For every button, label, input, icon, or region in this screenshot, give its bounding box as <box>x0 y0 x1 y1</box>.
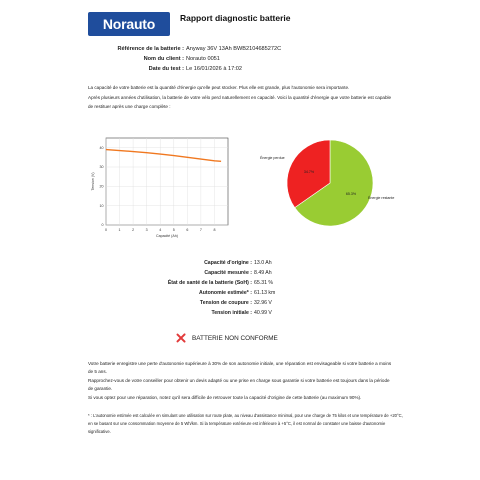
reference-label: Référence de la batterie : <box>117 46 184 52</box>
x-tick-label: 3 <box>145 228 148 232</box>
x-tick-label: 7 <box>199 228 202 232</box>
spec-label: Autonomie estimée* : <box>198 290 252 296</box>
conclusion-paragraph: Si vous optez pour une réparation, notez qu'il sera difficile de retrouver toute la capacité d'origine de cette batterie (au maximum 90%). <box>88 394 362 400</box>
spec-value: 40.99 V <box>254 310 272 316</box>
battery-specs <box>120 258 275 318</box>
spec-row <box>120 268 275 278</box>
report-title: Rapport diagnostic batterie <box>180 13 291 23</box>
date-value: Le 16/01/2026 à 17:02 <box>186 66 242 72</box>
client-value: Norauto 0051 <box>186 56 220 62</box>
date-label: Date du test : <box>148 66 184 72</box>
pie-value-label: 65.3% <box>345 191 357 196</box>
x-axis-label: Capacité (Ah) <box>156 234 178 238</box>
y-tick-label: 20 <box>99 184 104 189</box>
spec-row <box>120 308 275 318</box>
x-tick-label: 6 <box>186 228 189 232</box>
reference-value: Anyway 36V 13Ah BWB2104685272C <box>186 46 282 52</box>
spec-label: Tension initiale : <box>211 310 252 316</box>
spec-row <box>120 288 275 298</box>
spec-row <box>120 278 275 288</box>
client-label: Nom du client : <box>143 56 184 62</box>
pie-value-label: 34.7% <box>303 170 315 175</box>
battery-meta <box>88 44 281 74</box>
spec-value: 61.13 km <box>254 290 276 296</box>
norauto-logo <box>88 12 170 36</box>
spec-label: Capacité mesurée : <box>204 270 252 276</box>
intro-paragraph: Après plusieurs années d'utilisation, la batterie de votre vélo perd naturellement en capacité. Voici la quantité d'énergie que votre batterie est capable de restituer après une charge complète : <box>88 95 392 109</box>
pie-slice-label: Énergie restante <box>368 196 395 200</box>
y-tick-label: 40 <box>99 145 104 150</box>
meta-reference-row <box>88 44 281 54</box>
y-tick-label: 0 <box>101 223 104 228</box>
verdict-banner <box>176 333 278 343</box>
y-tick-label: 10 <box>99 203 104 208</box>
spec-value: 13.0 Ah <box>254 260 272 266</box>
discharge-line-chart <box>88 130 236 240</box>
intro-paragraph: La capacité de votre batterie est la quantité d'énergie qu'elle peut stocker. Plus elle est grande, plus l'autonomie sera importante. <box>88 85 350 90</box>
intro-text <box>88 84 393 113</box>
spec-label: Capacité d'origine : <box>204 260 252 266</box>
conclusion-paragraph: Rapprochez-vous de votre conseiller pour obtenir un devis adapté ou une prise en charge sous garantie si votre batterie est toujours dans la période de garantie. <box>88 377 390 392</box>
x-tick-label: 5 <box>172 228 175 232</box>
spec-label: Tension de coupure : <box>199 300 252 306</box>
meta-date-row <box>88 64 281 74</box>
pie-slice-label: Énergie perdue <box>260 156 285 160</box>
x-tick-label: 1 <box>118 228 121 232</box>
x-tick-label: 8 <box>213 228 216 232</box>
conclusion-paragraph: Votre batterie enregistre une perte d'autonomie supérieure à 30% de son autonomie initiale, une réparation est envisageable si votre batterie a moins de 5 ans. <box>88 361 392 375</box>
x-tick-label: 4 <box>159 228 162 232</box>
spec-row <box>120 258 275 268</box>
y-axis-label: Tension (V) <box>91 172 95 191</box>
y-tick-label: 30 <box>99 165 104 170</box>
conclusion-text <box>88 360 393 402</box>
spec-value: 65.31 % <box>254 280 274 286</box>
spec-label: État de santé de la batterie (SoH) : <box>167 280 252 286</box>
spec-value: 32.96 V <box>254 300 272 306</box>
spec-value: 8.49 Ah <box>254 270 272 276</box>
x-tick-label: 0 <box>105 228 107 232</box>
cross-icon <box>176 333 186 343</box>
energy-pie-chart <box>255 130 405 240</box>
spec-row <box>120 298 275 308</box>
meta-client-row <box>88 54 281 64</box>
verdict-text: BATTERIE NON CONFORME <box>192 334 278 342</box>
footnote: * : L'autonomie estimée est calculée en simulant une utilisation sur route plate, au niveau d'assistance minimal, pour une charge de 75 kilos et une température de +20°C, en se basant sur une consommation moyenne de 5 Wh/km. Si la température extérieure est inférieure à +5°C, il est normal de constater une baisse d'autonomie significative. <box>88 413 403 435</box>
logo-text: Norauto <box>102 16 156 32</box>
x-tick-label: 2 <box>132 228 135 232</box>
